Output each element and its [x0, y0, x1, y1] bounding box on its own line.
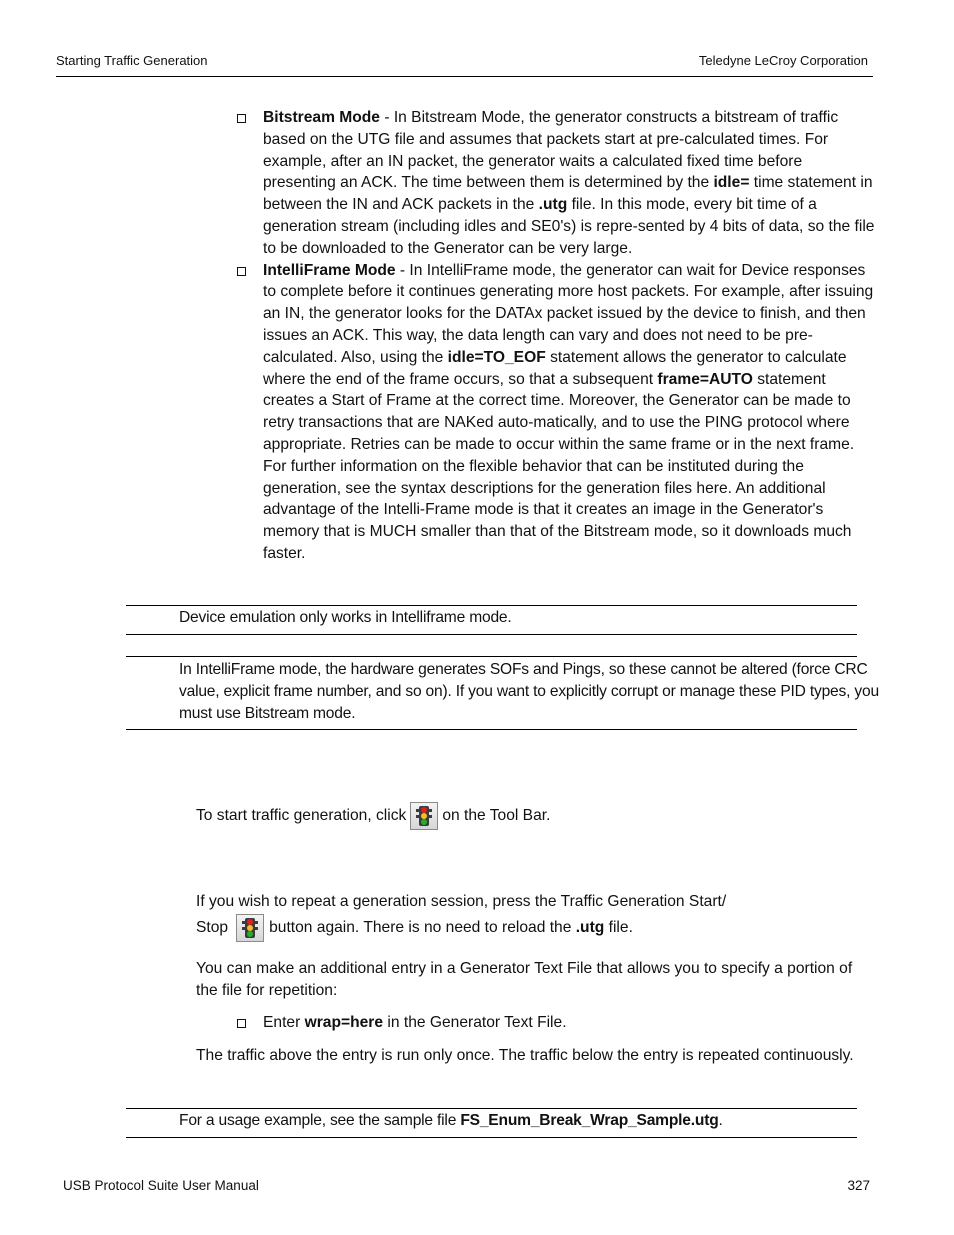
wrap-intro: You can make an additional entry in a Generator Text File that allows you to specify a portion of the file for repetition: — [196, 960, 853, 999]
traffic-light-icon[interactable] — [236, 914, 264, 942]
note-rule — [126, 634, 857, 635]
checkbox-bullet-icon — [237, 267, 246, 276]
running-header-right: Teledyne LeCroy Corporation — [698, 53, 868, 68]
footer-manual-title: USB Protocol Suite User Manual — [63, 1178, 259, 1193]
note-rule — [126, 605, 857, 606]
running-header-left: Starting Traffic Generation — [56, 53, 208, 68]
bullet-title: Bitstream Mode — [263, 109, 380, 126]
bullet-wrap-entry: Enter wrap=here in the Generator Text File. — [236, 1012, 876, 1034]
checkbox-bullet-icon — [237, 1019, 246, 1028]
repeat-paragraph-line2: Stop button again. There is no need to reload the .utg file. — [196, 913, 856, 943]
repeat-paragraph-line1: If you wish to repeat a generation session, press the Traffic Generation Start/ — [196, 893, 727, 910]
bullet-intelliframe-mode: IntelliFrame Mode - In IntelliFrame mode, the generator can wait for Device responses to complete before it continues generating more host packets. For example, after issuing an IN, the generator looks for the DATAx packet issued by the device to finish, and then issues an ACK. This way, the data length can vary and does not need to be pre-calculated. Also, using the idle=TO_EOF statement allows the generator to calculate where the end of the frame occurs, so that a subsequent frame=AUTO statement creates a Start of Frame at the correct time. Moreover, the Generator can be made to retry transactions that are NAKed auto-matically, and to use the PING protocol where appropriate. Retries can be made to occur within the same frame or in the next frame. For further information on the flexible behavior that can be instituted during the generation, see the syntax descriptions for the generation files here. An additional advantage of the Intelli-Frame mode is that it creates an image in the Generator's memory that is MUCH smaller than that of the Bitstream mode, so it downloads much faster. — [236, 260, 876, 565]
note-rule — [126, 729, 857, 730]
wrap-after: The traffic above the entry is run only once. The traffic below the entry is repeated continuously. — [196, 1047, 854, 1064]
note-usage-example: For a usage example, see the sample file FS_Enum_Break_Wrap_Sample.utg. — [179, 1112, 723, 1129]
mode-bullet-list — [236, 107, 876, 565]
note-rule — [126, 1108, 857, 1109]
bullet-title: IntelliFrame Mode — [263, 261, 396, 279]
bullet-bitstream-mode: Bitstream Mode - In Bitstream Mode, the generator constructs a bitstream of traffic based on the UTG file and assumes that packets start at pre-calculated times. For example, after an IN packet, the generator waits a calculated fixed time before presenting an ACK. The time between them is determined by the idle= time statement in between the IN and ACK packets in the .utg file. In this mode, every bit time of a generation stream (including idles and SE0's) is repre-sented by 4 bits of data, so the file to be downloaded to the Generator can be very large. — [236, 107, 876, 260]
header-rule — [56, 76, 873, 77]
note-intelliframe-hardware: In IntelliFrame mode, the hardware generates SOFs and Pings, so these cannot be altered (force CRC value, explicit frame number, and so on). If you want to explicitly corrupt or manage these PID types, you must use Bitstream mode. — [179, 661, 879, 722]
note-rule — [126, 1137, 857, 1138]
sample-file-name: FS_Enum_Break_Wrap_Sample.utg — [460, 1112, 719, 1129]
note-rule — [126, 656, 857, 657]
wrap-bullet-list — [236, 1012, 876, 1034]
traffic-light-icon[interactable] — [410, 802, 438, 830]
note-device-emulation: Device emulation only works in Intelliframe mode. — [179, 609, 512, 626]
checkbox-bullet-icon — [237, 114, 246, 123]
page-number: 327 — [847, 1178, 870, 1193]
start-instruction: To start traffic generation, click on the Tool Bar. — [196, 801, 856, 831]
